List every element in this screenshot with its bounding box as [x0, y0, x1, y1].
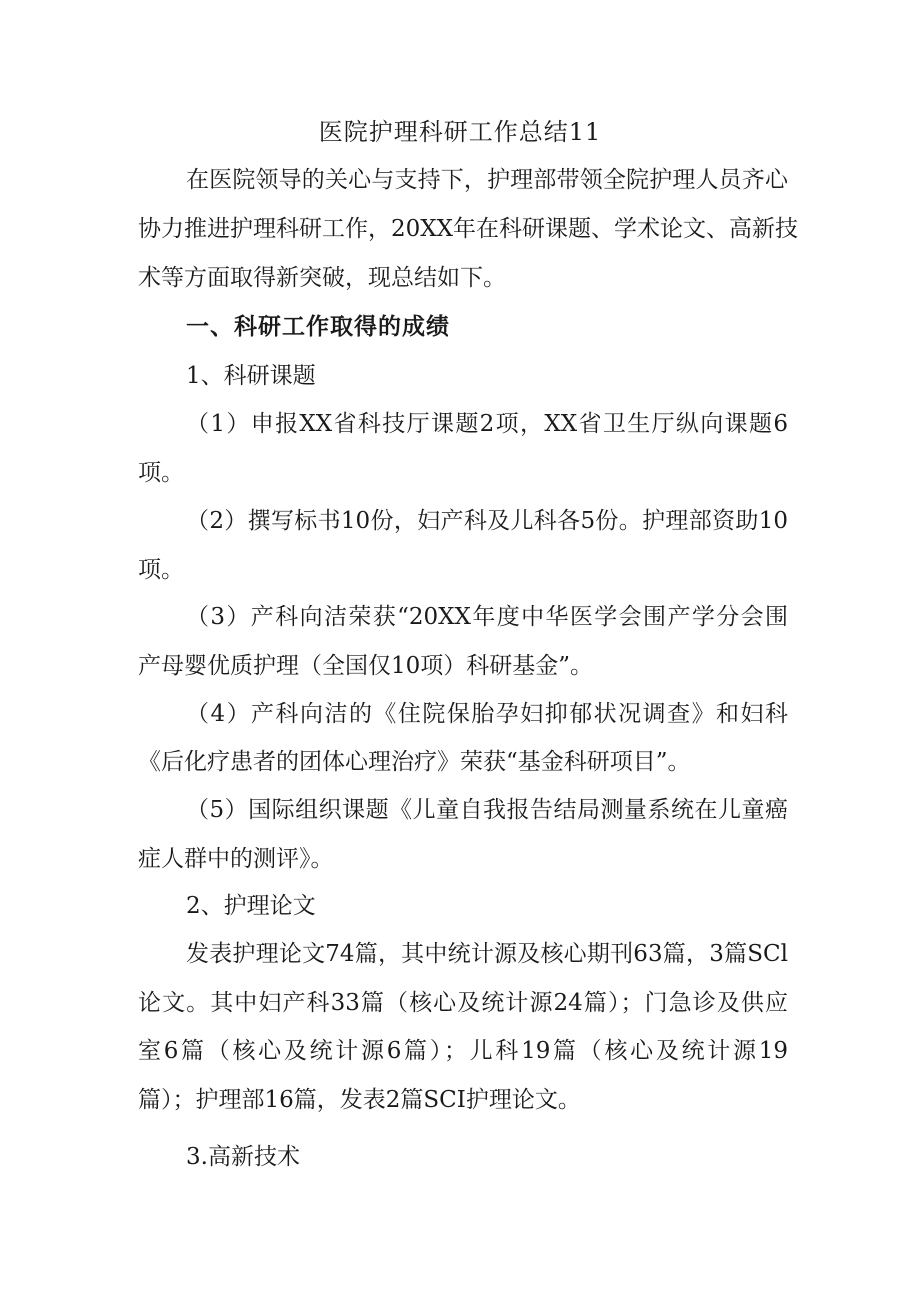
item-4-line-1: （4）产科向洁的《住院保胎孕妇抑郁状况调查》和妇科 — [186, 701, 788, 727]
item-1-line-1: （1）申报XX省科技厅课题2项，XX省卫生厅纵向课题6 — [186, 411, 788, 437]
subheading-high-tech: 3.高新技术 — [186, 1144, 300, 1170]
intro-line-2: 协力推进护理科研工作，20XX年在科研课题、学术论文、高新技 — [138, 216, 799, 242]
intro-line-1: 在医院领导的关心与支持下，护理部带领全院护理人员齐心 — [186, 167, 788, 193]
papers-line-4: 篇）；护理部16篇，发表2篇SCI护理论文。 — [138, 1087, 581, 1113]
papers-line-1: 发表护理论文74篇，其中统计源及核心期刊63篇，3篇SCl — [186, 941, 788, 967]
item-1-line-2: 项。 — [138, 460, 184, 486]
item-5-line-2: 症人群中的测评》。 — [138, 846, 334, 872]
subheading-research-projects: 1、科研课题 — [186, 363, 316, 389]
item-5-line-1: （5）国际组织课题《儿童自我报告结局测量系统在儿童癌 — [186, 797, 788, 823]
papers-line-3: 室6篇（核心及统计源6篇）；儿科19篇（核心及统计源19 — [138, 1038, 788, 1064]
subheading-nursing-papers: 2、护理论文 — [186, 893, 316, 919]
item-2-line-1: （2）撰写标书10份，妇产科及儿科各5份。护理部资助10 — [186, 508, 788, 534]
section-heading-achievements: 一、科研工作取得的成绩 — [186, 313, 450, 340]
item-3-line-2: 产母婴优质护理（全国仅10项）科研基金”。 — [138, 653, 594, 679]
document-title: 医院护理科研工作总结11 — [318, 118, 602, 146]
intro-line-3: 术等方面取得新突破，现总结如下。 — [138, 265, 506, 291]
item-4-line-2: 《后化疗患者的团体心理治疗》荣获“基金科研项目”。 — [138, 749, 691, 775]
item-2-line-2: 项。 — [138, 557, 184, 583]
papers-line-2: 论文。其中妇产科33篇（核心及统计源24篇）；门急诊及供应 — [138, 990, 788, 1016]
item-3-line-1: （3）产科向洁荣获“20XX年度中华医学会围产学分会围 — [186, 604, 788, 630]
